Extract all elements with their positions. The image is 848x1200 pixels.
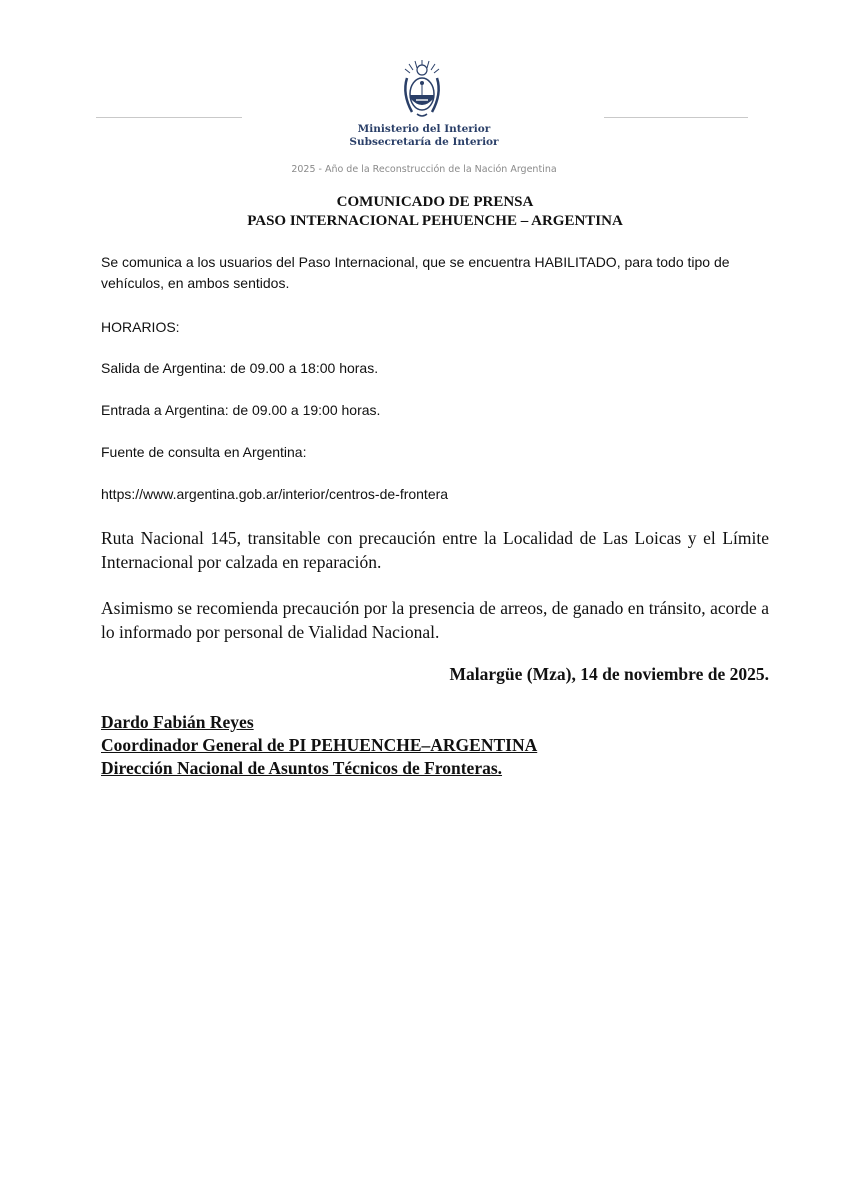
header-rule-right [604,117,748,118]
intro-paragraph: Se comunica a los usuarios del Paso Internacional, que se encuentra HABILITADO, para todo tipo de vehículos, en ambos sentidos. [101,254,730,291]
ministry-name: Ministerio del Interior [357,123,491,135]
signature-name: Dardo Fabián Reyes [101,712,254,732]
document-subtitle: PASO INTERNACIONAL PEHUENCHE – ARGENTINA [247,213,623,229]
signature-office: Dirección Nacional de Asuntos Técnicos de Fronteras. [101,758,503,778]
entry-schedule: Entrada a Argentina: de 09.00 a 19:00 horas. [101,402,381,418]
argentina-coat-of-arms-icon [398,58,446,120]
header-rule-left [96,117,242,118]
livestock-warning-paragraph: Asimismo se recomienda precaución por la presencia de arreos, de ganado en tránsito, acorde a lo informado por personal de Vialidad Nacional. [101,598,769,642]
road-condition-paragraph: Ruta Nacional 145, transitable con precaución entre la Localidad de Las Loicas y el Límite Internacional por calzada en reparación. [101,528,769,572]
exit-schedule: Salida de Argentina: de 09.00 a 18:00 horas. [101,360,379,376]
source-url: https://www.argentina.gob.ar/interior/centros-de-frontera [101,486,449,502]
dateline: Malargüe (Mza), 14 de noviembre de 2025. [449,664,769,684]
subsecretariat-name: Subsecretaría de Interior [349,136,499,148]
signature-role: Coordinador General de PI PEHUENCHE–ARGENTINA [101,735,538,755]
schedule-heading: HORARIOS: [101,319,180,335]
year-motto: 2025 - Año de la Reconstrucción de la Nación Argentina [291,164,557,175]
document-title: COMUNICADO DE PRENSA [336,194,534,210]
source-label: Fuente de consulta en Argentina: [101,444,307,460]
